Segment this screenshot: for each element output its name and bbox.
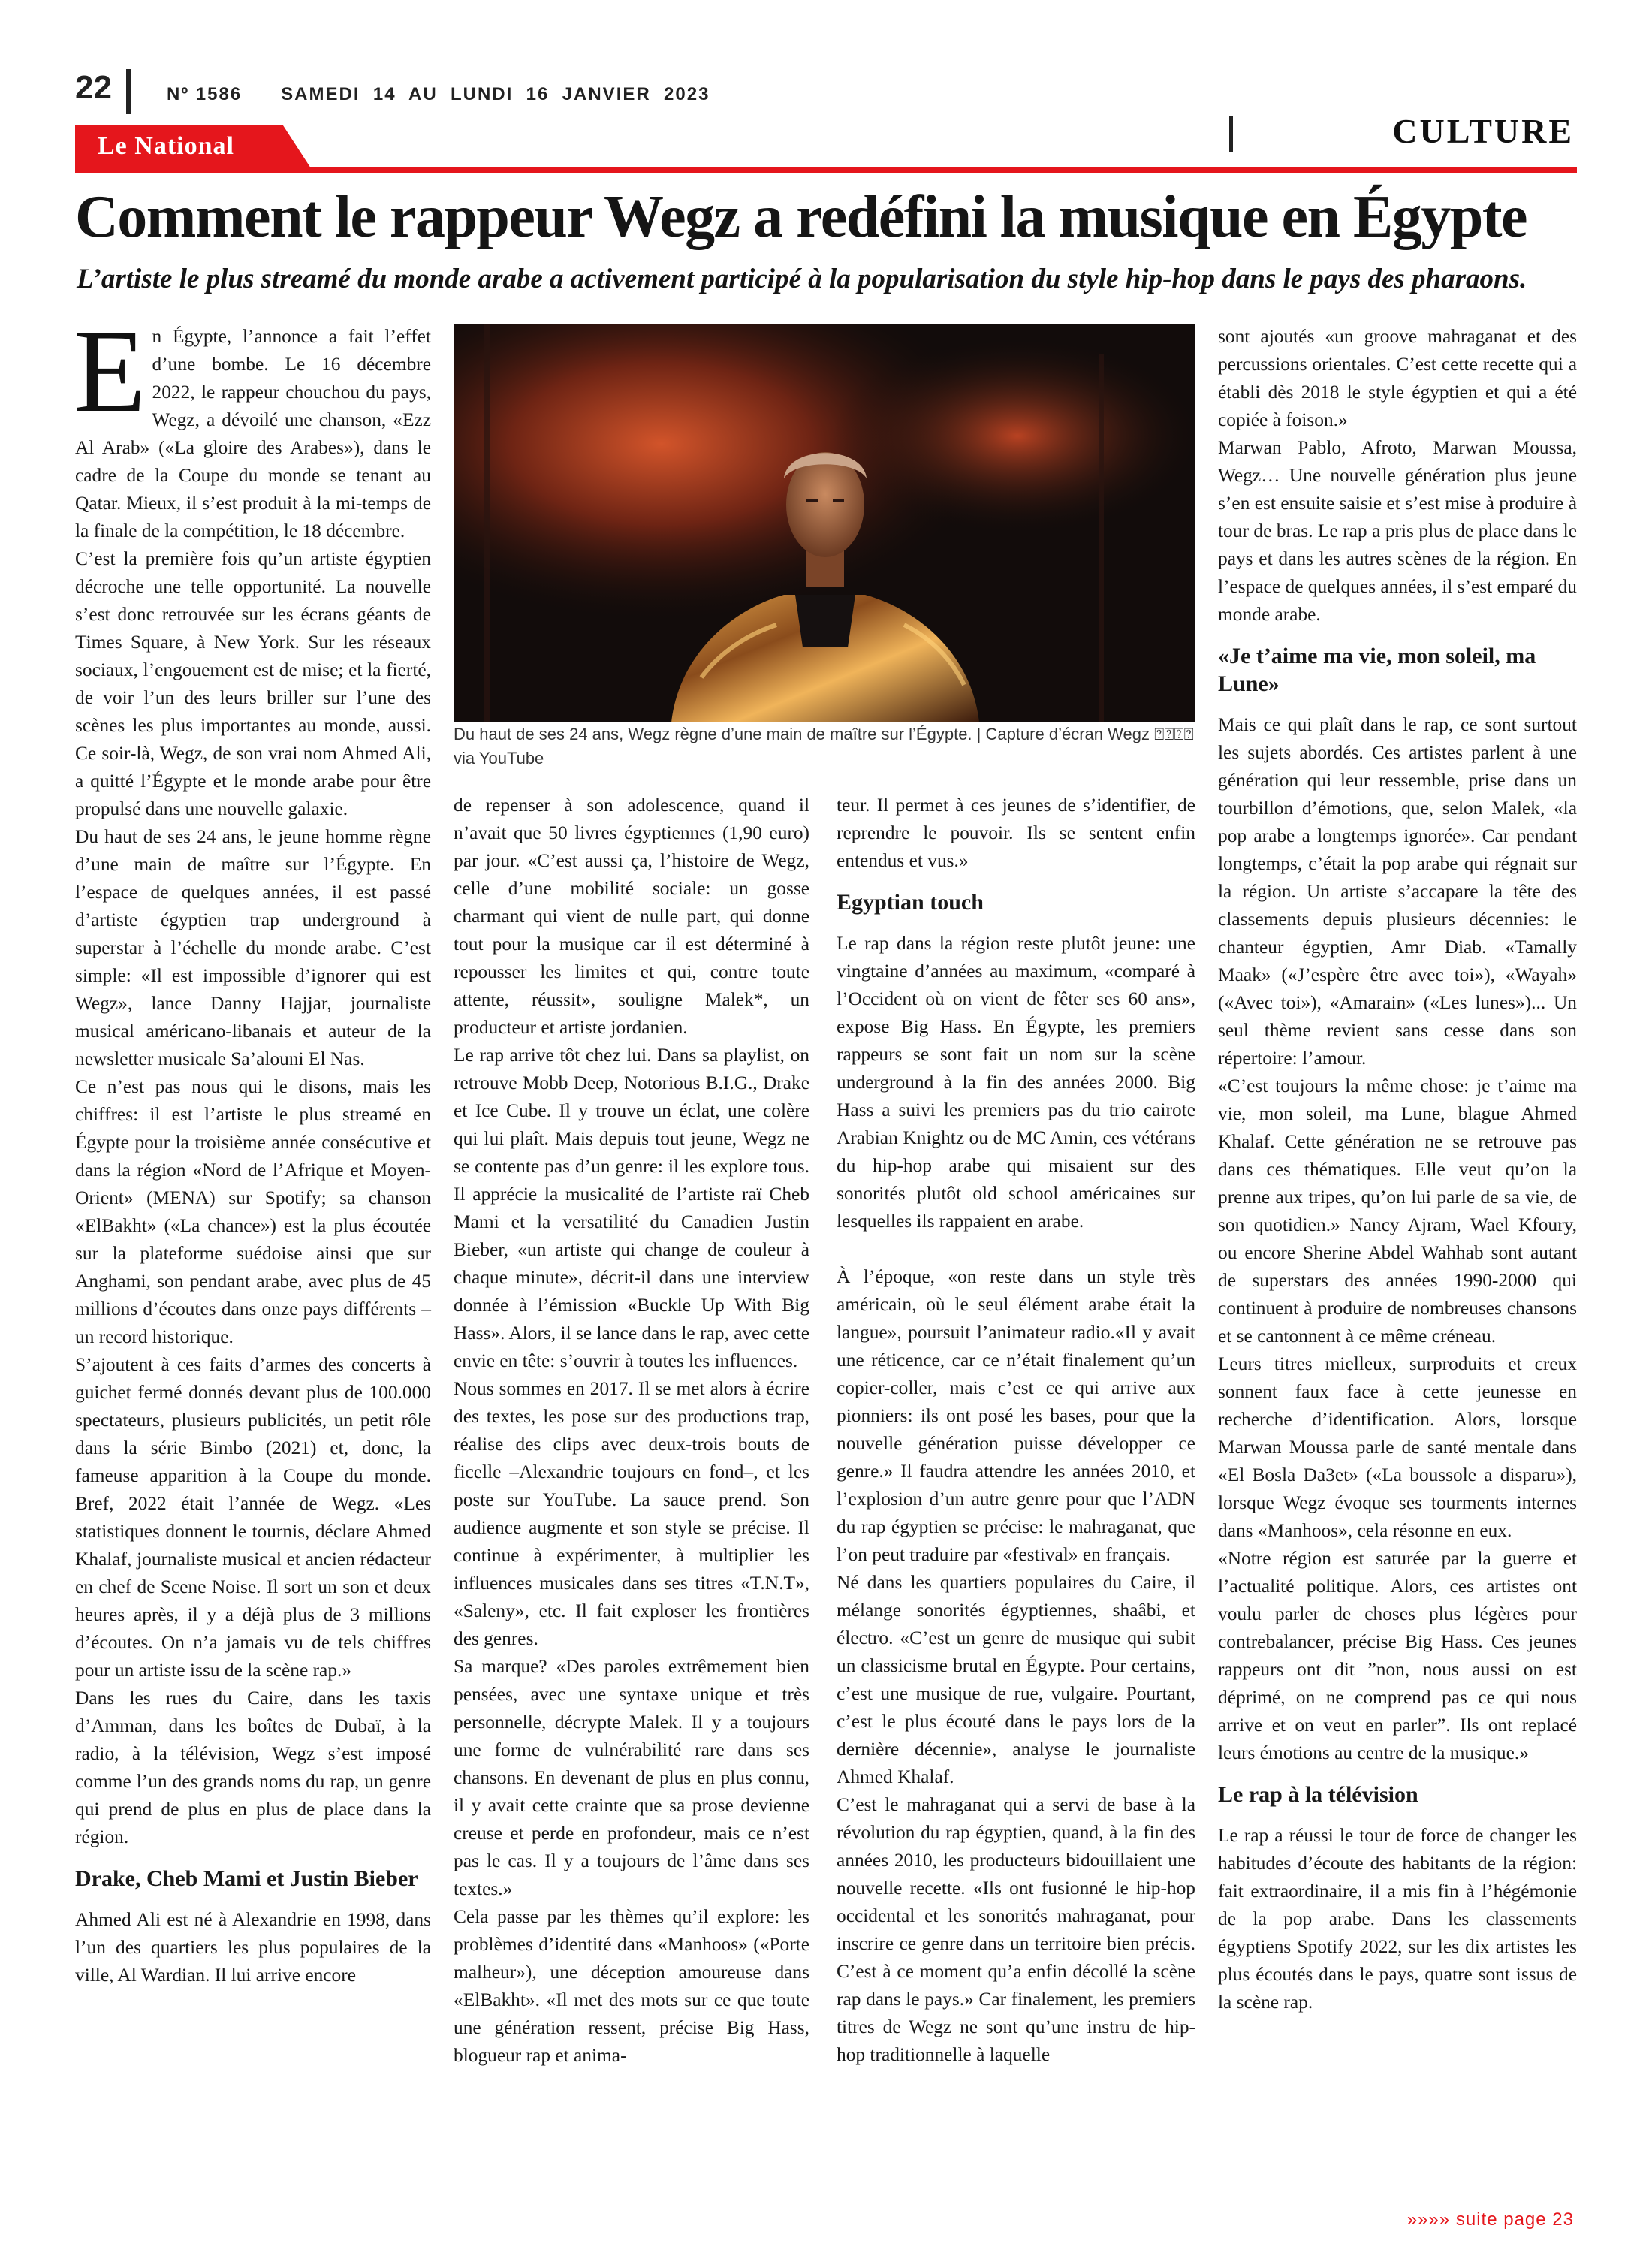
paragraph: Nous sommes en 2017. Il se met alors à écrire des textes, les pose sur des productions trap, réalise des clips avec deux-trois bouts de ficelle –Alexandrie toujours en fond–, et les poste sur YouTube. La sauce prend. Son audience augmente et son style se précise. Il continue à expérimenter, à multiplier les influences musicales dans ses titres «T.N.T», «Saleny», etc. Il fait exploser les frontières des genres. bbox=[454, 1378, 809, 1649]
article-title: Comment le rappeur Wegz a redéfini la musique en Égypte bbox=[75, 184, 1527, 250]
paragraph: teur. Il permet à ces jeunes de s’identifier, de reprendre le pouvoir. Ils se sentent enfin entendus et vus.» bbox=[837, 795, 1195, 871]
column-2 bbox=[454, 792, 809, 2070]
paragraph: Marwan Pablo, Afroto, Marwan Moussa, Wegz… Une nouvelle génération plus jeune s’en est ensuite saisie et s’est mise à produire à tour de bras. Le rap a pris plus de place dans le pays et dans les autres scènes de la région. En l’espace de quelques années, il s’est emparé du monde arabe. bbox=[1218, 437, 1577, 625]
paragraph: Cela passe par les thèmes qu’il explore: les problèmes d’identité dans «Manhoos» («Porte malheur»), une déception amoureuse dans «ElBakht». «Il met des mots sur ce que toute une génération ressent, précise Big Hass, blogueur rap et anima- bbox=[454, 1906, 809, 2066]
paragraph: À l’époque, «on reste dans un style très américain, où le seul élément arabe était la langue», poursuit l’animateur radio.«Il y avait une réticence, car ce n’était finalement qu’un copier-coller, mais c’est ce qui arrive aux pionniers: ils ont posé les bases, pour que la nouvelle génération puisse développer ce genre.» Il faudra attendre les années 2010, et l’explosion d’un autre genre pour que l’ADN du rap égyptien se précise: le mahraganat, que l’on peut traduire par «festival» en français. bbox=[837, 1266, 1195, 1565]
paragraph: Le rap arrive tôt chez lui. Dans sa playlist, on retrouve Mobb Deep, Notorious B.I.G., Drake et Ice Cube. Il y trouve un éclat, une colère qui lui plaît. Mais depuis tout jeune, Wegz ne se contente pas d’un genre: il les explore tous. Il apprécie la musicalité de l’artiste raï Cheb Mami et la versatilité du Canadien Justin Bieber, «un artiste qui change de couleur à chaque minute», décrit-il dans une interview donnée à l’émission «Buckle Up With Big Hass». Alors, il se lance dans le rap, avec cette envie en tête: s’ouvrir à toutes les influences. bbox=[454, 1045, 809, 1371]
rapper-portrait-image bbox=[454, 324, 1195, 722]
column-4 bbox=[1218, 323, 1577, 2016]
paragraph: Mais ce qui plaît dans le rap, ce sont surtout les sujets abordés. Ces artistes parlent à une génération qui leur ressemble, prise dans un tourbillon d’émotions, que, selon Malek, «la pop arabe a longtemps ignorée». Car pendant longtemps, c’était la pop arabe qui régnait sur la région. Un artiste s’accapare la tête des classements depuis plusieurs décennies: le chanteur égyptien, Amr Diab. «Tamally Maak» («J’espère être avec toi»), «Wayah» («Avec toi»), «Amarain» («Les lunes»)... Un seul thème revient sans cesse dans son répertoire: l’amour. bbox=[1218, 714, 1577, 1069]
section-title: CULTURE bbox=[1392, 112, 1574, 150]
continued-link[interactable]: »»»» suite page 23 bbox=[1406, 2209, 1574, 2230]
page-number-divider bbox=[126, 69, 131, 114]
article-photo bbox=[454, 324, 1195, 722]
subheading: Egyptian touch bbox=[837, 890, 984, 915]
section-divider bbox=[1229, 116, 1233, 152]
subheading: Drake, Cheb Mami et Justin Bieber bbox=[75, 1866, 418, 1891]
paragraph: Dans les rues du Caire, dans les taxis d’Amman, dans les boîtes de Dubaï, à la radio, à la télévision, Wegz s’est imposé comme l’un des grands noms du rap, un genre qui prend de plus en plus de place dans la région. bbox=[75, 1687, 431, 1847]
paragraph: C’est la première fois qu’un artiste égyptien décroche une telle opportunité. La nouvelle s’est donc retrouvée sur les écrans géants de Times Square, à New York. Sur les réseaux sociaux, l’engouement est de mise; et la fierté, de voir l’un des leurs briller sur l’une des scènes les plus importantes au monde, aussi. Ce soir-là, Wegz, de son vrai nom Ahmed Ali, a quitté l’Égypte et le monde arabe pour être propulsé dans une nouvelle galaxie. bbox=[75, 548, 431, 819]
paragraph: S’ajoutent à ces faits d’armes des concerts à guichet fermé donnés devant plus de 100.000 spectateurs, plusieurs publicités, un petit rôle dans la série Bimbo (2021) et, donc, la fameuse apparition à la Coupe du monde. Bref, 2022 était l’année de Wegz. «Les statistiques donnent le tournis, déclare Ahmed Khalaf, journaliste musical et ancien rédacteur en chef de Scene Noise. Il sort un son et deux heures après, il y a déjà plus de 3 millions d’écoutes. On n’a jamais vu de tels chiffres pour un artiste issu de la scène rap.» bbox=[75, 1354, 431, 1681]
drop-cap: E bbox=[74, 306, 146, 437]
issue-date-line: Nº 1586 SAMEDI 14 AU LUNDI 16 JANVIER 2023 bbox=[167, 84, 710, 104]
subheading: Le rap à la télévision bbox=[1218, 1782, 1418, 1807]
paragraph: C’est le mahraganat qui a servi de base à la révolution du rap égyptien, quand, à la fin des années 2010, les producteurs bidouillaient une nouvelle recette. «Ils ont fusionné le hip-hop occidental et les sonorités mahraganat, pour inscrire ce genre dans un territoire bien précis. C’est à ce moment qu’a enfin décollé la scène rap dans le pays.» Car finalement, les premiers titres de Wegz ne sont qu’une instru de hip-hop traditionnelle à laquelle bbox=[837, 1794, 1195, 2065]
paragraph: Du haut de ses 24 ans, le jeune homme règne d’une main de maître sur l’Égypte. En l’espace de quelques années, il est passé d’artiste égyptien trap underground à superstar à l’échelle du monde arabe. C’est simple: «Il est impossible d’ignorer qui est Wegz», lance Danny Hajjar, journaliste musical américano-libanais et auteur de la newsletter musicale Sa’alouni El Nas. bbox=[75, 826, 431, 1069]
paragraph: Le rap dans la région reste plutôt jeune: une vingtaine d’années au maximum, «comparé à l’Occident où on vient de fêter ses 60 ans», expose Big Hass. En Égypte, les premiers rappeurs se sont fait un nom sur la scène underground à la fin des années 2000. Big Hass a suivi les premiers pas du trio cairote Arabian Knightz ou de MC Amin, ces vétérans du hip-hop arabe qui misaient sur des sonorités plutôt old school américaines sur lesquelles ils rappaient en arabe. bbox=[837, 933, 1195, 1232]
paragraph: «C’est toujours la même chose: je t’aime ma vie, mon soleil, ma Lune, blague Ahmed Khalaf. Cette génération ne se retrouve pas dans ces thématiques. Elle veut qu’on la prenne aux tripes, qu’on lui parle de sa vie, de son quotidien.» Nancy Ajram, Wael Kfoury, ou encore Sherine Abdel Wahhab sont autant de superstars des années 1990-2000 qui continuent à produire de nombreuses chansons et se cantonnent à ce même créneau. bbox=[1218, 1075, 1577, 1347]
page-number: 22 bbox=[75, 69, 112, 106]
newspaper-tag-label: Le National bbox=[98, 132, 234, 160]
column-3 bbox=[837, 792, 1195, 2069]
paragraph: «Notre région est saturée par la guerre et l’actualité politique. Alors, ces artistes ont voulu parler de choses plus légères pour contrebalancer, précise Big Hass. Ces jeunes rappeurs ont dit ”non, nous aussi on est déprimé, on ne comprend pas ce qui nous arrive et on veut en parler”. Ils ont replacé leurs émotions au centre de la musique.» bbox=[1218, 1548, 1577, 1763]
paragraph: Le rap a réussi le tour de force de changer les habitudes d’écoute des habitants de la région: fait extraordinaire, il a mis fin à l’hégémonie de la pop arabe. Dans les classements égyptiens Spotify 2022, sur les dix artistes les plus écoutés dans le pays, quatre sont issus de la scène rap. bbox=[1218, 1825, 1577, 2013]
paragraph: Ahmed Ali est né à Alexandrie en 1998, dans l’un des quartiers les plus populaires de la ville, Al Wardian. Il lui arrive encore bbox=[75, 1909, 431, 1986]
paragraph: Ce n’est pas nous qui le disons, mais les chiffres: il est l’artiste le plus streamé en Égypte pour la troisième année consécutive et dans la région «Nord de l’Afrique et Moyen-Orient» (MENA) sur Spotify; sa chanson «ElBakht» («La chance») est la plus écoutée sur la plateforme suédoise ainsi que sur Anghami, son pendant arabe, avec plus de 45 millions d’écoutes dans onze pays différents –un record historique. bbox=[75, 1076, 431, 1347]
paragraph: de repenser à son adolescence, quand il n’avait que 50 livres égyptiennes (1,90 euro) par jour. «C’est aussi ça, l’histoire de Wegz, celle d’une mobilité sociale: un gosse charmant qui vient de nulle part, qui donne tout pour la musique car il est déterminé à repousser les limites et qui, contre toute attente, réussit», souligne Malek*, un producteur et artiste jordanien. bbox=[454, 795, 809, 1038]
paragraph: n Égypte, l’annonce a fait l’effet d’une bombe. Le 16 décembre 2022, le rappeur chouchou du pays, Wegz, a dévoilé une chanson, «Ezz Al Arab» («La gloire des Arabes»), dans le cadre de la Coupe du monde se tenant au Qatar. Mieux, il s’est produit à la mi-temps de la finale de la compétition, le 18 décembre. bbox=[75, 326, 431, 541]
article-subtitle: L’artiste le plus streamé du monde arabe a activement participé à la popularisation du style hip-hop dans le pays des pharaons. bbox=[77, 264, 1527, 294]
paragraph: Sa marque? «Des paroles extrêmement bien pensées, avec une syntaxe unique et très personnelle, décrypte Malek. Il y a toujours une forme de vulnérabilité rare dans ses chansons. En devenant de plus en plus connu, il y avait cette crainte que sa prose devienne creuse et perde en profondeur, mais ce n’est pas le cas. Il y a toujours de l’âme dans ses textes.» bbox=[454, 1656, 809, 1899]
paragraph: Leurs titres mielleux, surproduits et creux sonnent faux face à cette jeunesse en recherche d’identification. Alors, lorsque Marwan Moussa parle de santé mentale dans «El Bosla Da3et» («La boussole a disparu»), lorsque Wegz évoque ses tourments internes dans «Manhoos», cela résonne en eux. bbox=[1218, 1353, 1577, 1541]
paragraph: Né dans les quartiers populaires du Caire, il mélange sonorités égyptiennes, shaâbi, et électro. «C’est un genre de musique qui subit un classicisme brutal en Égypte. Pour certains, c’est une musique de rue, vulgaire. Pourtant, c’est le plus écouté dans le pays lors de la dernière décennie», analyse le journaliste Ahmed Khalaf. bbox=[837, 1572, 1195, 1787]
header-rule bbox=[75, 167, 1577, 173]
column-1 bbox=[74, 306, 431, 1989]
subheading: «Je t’aime ma vie, mon soleil, ma Lune» bbox=[1218, 644, 1536, 696]
photo-caption: Du haut de ses 24 ans, Wegz règne d’une main de maître sur l’Égypte. | Capture d’écran Wegz ⍰⍰⍰⍰ via YouTube bbox=[454, 725, 1194, 768]
paragraph: sont ajoutés «un groove mahraganat et des percussions orientales. C’est cette recette qui a établi dès 2018 le style égyptien et qui a été copiée à foison.» bbox=[1218, 326, 1577, 430]
